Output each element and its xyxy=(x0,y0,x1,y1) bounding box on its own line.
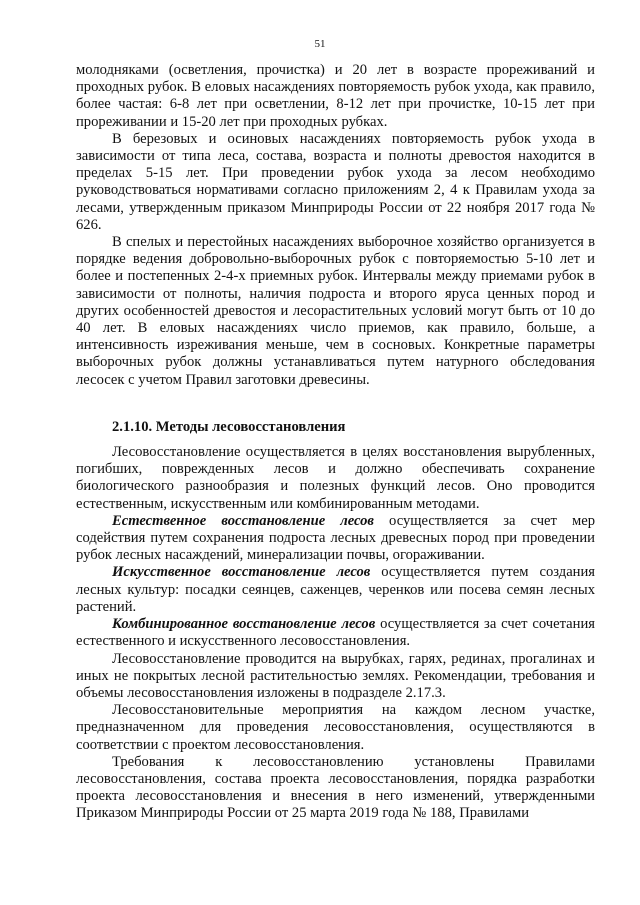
paragraph-reforestation-measures: Лесовосстановительные мероприятия на каждом лесном участке, предназначенном для проведения лесовосстановления, осуществляются в соответствии с проектом лесовосстановления. xyxy=(76,702,595,753)
paragraph-reforestation-areas: Лесовосстановление проводится на вырубках, гарях, рединах, прогалинах и иных не покрытых лесной растительностью землях. Рекомендации, требования и объемы лесовосстановления изложены в подразделе 2.17.3. xyxy=(76,650,595,701)
paragraph-reforestation-rules: Требования к лесовосстановлению установлены Правилами лесовосстановления, состава проекта лесовосстановления, порядка разработки проекта лесовосстановления и внесения в него изменений, утвержденными Приказом Минприроды России от 25 марта 2019 года № 188, Правилами xyxy=(76,753,595,822)
page-content xyxy=(76,62,595,823)
paragraph-combined-restoration xyxy=(76,616,595,650)
paragraph-birch-aspen: В березовых и осиновых насаждениях повторяемость рубок ухода в зависимости от типа леса, состава, возраста и полноты древостоя находится в пределах 5-15 лет. При проведении рубок ухода за лесом необходимо руководствоваться нормативами согласно приложениям 2, 4 к Правилам ухода за лесами, утвержденным приказом Минприроды России от 22 ноября 2017 года № 626. xyxy=(76,130,595,233)
paragraph-artificial-restoration xyxy=(76,564,595,616)
term-combined-restoration: Комбинированное восстановление лесов xyxy=(112,616,376,633)
term-artificial-restoration: Искусственное восстановление лесов xyxy=(112,564,371,581)
text-combined-restoration: осуществляется за счет сочетания естественного и искусственного лесовосстановления. xyxy=(76,616,595,650)
paragraph-thinning-intervals: молодняками (осветления, прочистка) и 20 лет в возрасте прореживаний и проходных рубок. В еловых насаждениях повторяемость рубок ухода, как правило, более частая: 6-8 лет при осветлении, 8-12 лет при прочистке, 10-15 лет при прореживании и 15-20 лет при проходных рубках. xyxy=(76,62,595,130)
section-spacer xyxy=(76,389,595,419)
section-heading: 2.1.10. Методы лесовосстановления xyxy=(112,418,346,435)
heading-spacer xyxy=(76,436,595,444)
paragraph-selective-felling: В спелых и перестойных насаждениях выборочное хозяйство организуется в порядке ведения добровольно-выборочных рубок с повторяемостью 5-10 лет и более и постепенных 2-4-х приемных рубок. Интервалы между приемами рубок в зависимости от полноты, наличия подроста и второго яруса ценных пород и других особенностей древостоя и лесорастительных условий могут быть от 10 до 40 лет. В еловых насаждениях число приемов, как правило, больше, а интенсивность изреживания меньше, чем в сосновых. Конкретные параметры выборочных рубок должны устанавливаться путем натурного обследования лесосек с учетом Правил заготовки древесины. xyxy=(76,234,595,388)
text-natural-restoration: осуществляется за счет мер содействия путем сохранения подроста лесных древесных пород при проведении рубок лесных насаждений, минерализации почвы, огораживании. xyxy=(76,512,595,564)
paragraph-reforestation-intro: Лесовосстановление осуществляется в целях восстановления вырубленных, погибших, поврежденных лесов и должно обеспечивать сохранение биологического разнообразия и полезных функций лесов. Оно проводится естественным, искусственным или комбинированным методами. xyxy=(76,444,595,512)
text-artificial-restoration: осуществляется путем создания лесных культур: посадки сеянцев, саженцев, черенков или посева семян лесных растений. xyxy=(76,564,596,615)
paragraph-natural-restoration xyxy=(76,513,595,565)
page-number: 51 xyxy=(314,38,326,50)
term-natural-restoration: Естественное восстановление лесов xyxy=(112,512,374,529)
